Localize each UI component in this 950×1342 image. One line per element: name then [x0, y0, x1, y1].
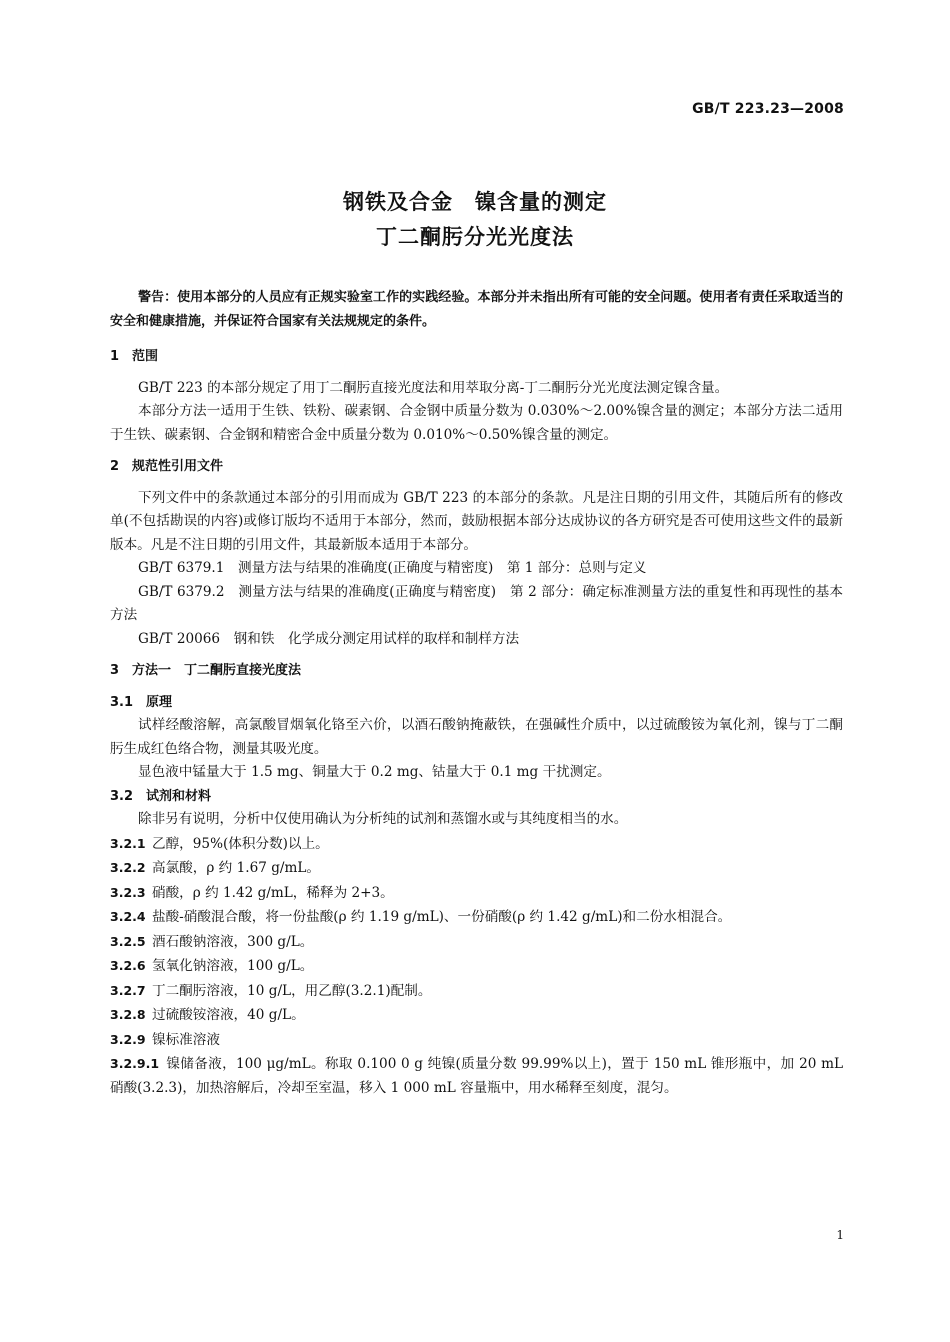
item-text: 乙醇，95%(体积分数)以上。 — [152, 835, 329, 852]
section-3-2-intro: 除非另有说明，分析中仅使用确认为分析纯的试剂和蒸馏水或与其纯度相当的水。 — [138, 811, 628, 827]
section-3-1-paragraph-2: 显色液中锰量大于 1.5 mg、铜量大于 0.2 mg、钴量大于 0.1 mg 干扰测定。 — [138, 764, 611, 780]
item-number: 3.2.6 — [110, 958, 146, 973]
document-body — [110, 286, 843, 1100]
section-3-1-paragraph-1: 试样经酸溶解，高氯酸冒烟氧化铬至六价，以酒石酸钠掩蔽铁，在强碱性介质中，以过硫酸铵为氧化剂，镍与丁二酮肟生成红色络合物，测量其吸光度。 — [110, 717, 843, 757]
item-number: 3.2.2 — [110, 860, 146, 875]
list-item — [110, 881, 843, 906]
item-number: 3.2.9.1 — [110, 1056, 160, 1071]
section-1-paragraph-2: 本部分方法一适用于生铁、铁粉、碳素钢、合金钢中质量分数为 0.030%～2.00%镍含量的测定；本部分方法二适用于生铁、碳素钢、合金钢和精密合金中质量分数为 0.010%～0.50%镍含量的测定。 — [110, 403, 843, 443]
item-text: 高氯酸，ρ 约 1.67 g/mL。 — [152, 860, 320, 876]
item-text: 丁二酮肟溶液，10 g/L，用乙醇(3.2.1)配制。 — [152, 982, 432, 999]
item-number: 3.2.4 — [110, 909, 146, 924]
standard-code: GB/T 223.23—2008 — [692, 101, 844, 117]
reference-gbt-6379-2: GB/T 6379.2 测量方法与结果的准确度(正确度与精密度) 第 2 部分：确定标准测量方法的重复性和再现性的基本方法 — [110, 583, 843, 623]
section-1-paragraph-1: GB/T 223 的本部分规定了用丁二酮肟直接光度法和用萃取分离-丁二酮肟分光光度法测定镍含量。 — [138, 379, 729, 396]
list-item — [110, 905, 843, 930]
item-number: 3.2.7 — [110, 982, 146, 998]
reference-gbt-6379-1: GB/T 6379.1 测量方法与结果的准确度(正确度与精密度) 第 1 部分：总则与定义 — [138, 560, 647, 576]
item-text: 盐酸-硝酸混合酸，将一份盐酸(ρ 约 1.19 g/mL)、一份硝酸(ρ 约 1.42 g/mL)和二份水相混合。 — [152, 909, 732, 925]
section-2-paragraph: 下列文件中的条款通过本部分的引用而成为 GB/T 223 的本部分的条款。凡是注日期的引用文件，其随后所有的修改单(不包括勘误的内容)或修订版均不适用于本部分，然而，鼓励根据本部分达成协议的各方研究是否可使用这些文件的最新版本。凡是不注日期的引用文件，其最新版本适用于本部分。 — [110, 489, 843, 553]
item-number: 3.2.8 — [110, 1007, 146, 1022]
list-item-3291 — [110, 1052, 843, 1100]
section-3-1-heading: 3.1 原理 — [110, 694, 173, 710]
item-text: 镍储备液，100 μg/mL。称取 0.100 0 g 纯镍(质量分数 99.99%以上)，置于 150 mL 锥形瓶中，加 20 mL 硝酸(3.2.3)，加热溶解后，冷却至室温，移入 1 000 mL 容量瓶中，用水稀释至刻度，混匀。 — [110, 1056, 843, 1096]
list-item — [110, 954, 843, 979]
item-text: 氢氧化钠溶液，100 g/L。 — [152, 958, 314, 974]
item-text: 过硫酸铵溶液，40 g/L。 — [152, 1007, 305, 1023]
list-item — [110, 1003, 843, 1028]
list-item — [110, 1028, 843, 1053]
document-title-line1: 钢铁及合金 镍含量的测定 — [343, 190, 607, 214]
item-number: 3.2.3 — [110, 884, 146, 900]
item-number: 3.2.9 — [110, 1031, 146, 1047]
list-item — [110, 930, 843, 955]
list-item — [110, 979, 843, 1004]
safety-warning: 警告：使用本部分的人员应有正规实验室工作的实践经验。本部分并未指出所有可能的安全问题。使用者有责任采取适当的安全和健康措施，并保证符合国家有关法规规定的条件。 — [110, 290, 843, 329]
list-item — [110, 856, 843, 881]
section-3-heading: 3 方法一 丁二酮肟直接光度法 — [110, 663, 302, 678]
item-text: 镍标准溶液 — [152, 1031, 220, 1048]
document-title-line2: 丁二酮肟分光光度法 — [376, 225, 574, 249]
item-text: 硝酸，ρ 约 1.42 g/mL，稀释为 2+3。 — [152, 884, 394, 901]
section-2-heading: 2 规范性引用文件 — [110, 459, 224, 474]
section-3-2-heading: 3.2 试剂和材料 — [110, 788, 212, 804]
reference-gbt-20066: GB/T 20066 钢和铁 化学成分测定用试样的取样和制样方法 — [138, 630, 520, 647]
item-number: 3.2.1 — [110, 835, 146, 851]
section-1-heading: 1 范围 — [110, 349, 159, 364]
page-number: 1 — [836, 1228, 844, 1242]
item-text: 酒石酸钠溶液，300 g/L。 — [152, 933, 314, 950]
list-item — [110, 832, 843, 857]
item-number: 3.2.5 — [110, 933, 146, 949]
